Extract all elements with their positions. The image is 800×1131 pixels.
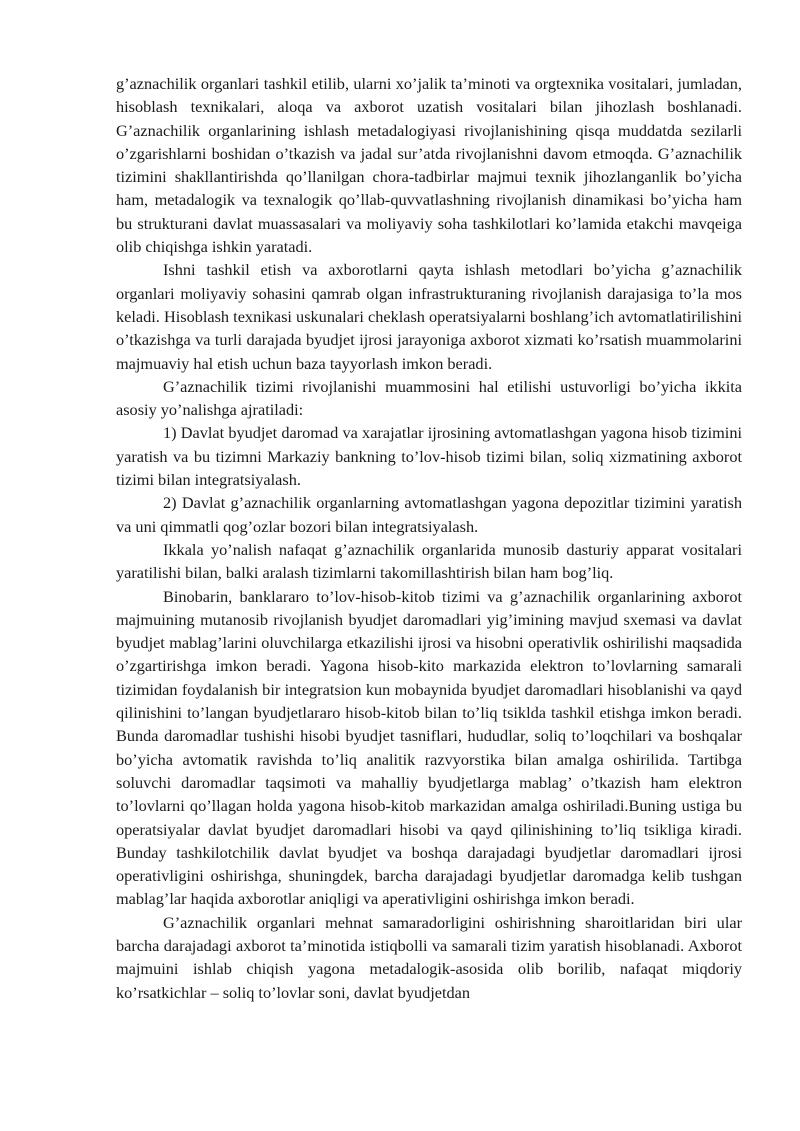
paragraph-7: Binobarin, banklararo to’lov-hisob-kitob tizimi va g’aznachilik organlarining axborot majmuining mutanosib rivojlanish byudjet daromadlari yig’imining mavjud sxemasi va davlat byudjet mablag’larini oluvchilarga etkazilishi ijrosi va hisobni operativlik oshirilishi maqsadida o’zgartirishga imkon beradi. Yagona hisob-kito markazida elektron to’lovlarning samarali tizimidan foydalanish bir integratsion kun mobaynida byudjet daromadlari hisoblanishi va qayd qilinishini to’langan byudjetlararo hisob-kitob bilan to’liq tsiklda tashkil etishga imkon beradi. Bunda daromadlar tushishi hisobi byudjet tasniflari, hududlar, soliq to’loqchilari va boshqalar bo’yicha avtomatik ravishda to’liq analitik razvyorstika bilan amalga oshirilida. Tartibga soluvchi daromadlar taqsimoti va mahalliy byudjetlarga mablag’ o’tkazish ham elektron to’lovlarni qo’llagan holda yagona hisob-kitob markazidan amalga oshiriladi.Buning ustiga bu operatsiyalar davlat byudjet daromadlari hisobi va qayd qilinishining to’liq tsikliga kiradi. Bunday tashkilotchilik davlat byudjet va boshqa darajadagi byudjetlar daromadlari ijrosi operativligini oshirishga, shuningdek, barcha darajadagi byudjetlar daromadga kelib tushgan mablag’lar haqida axborotlar aniqligi va aperativligini oshirishga imkon beradi. bbox=[116, 586, 742, 909]
paragraph-1: g’aznachilik organlari tashkil etilib, ularni xo’jalik ta’minoti va orgtexnika vositalari, jumladan, hisoblash texnikalari, aloqa va axborot uzatish vositalari bilan jihozlash boshlanadi. G’aznachilik organlarining ishlash metadalogiyasi rivojlanishining qisqa muddatda sezilarli o’zgarishlarni boshidan o’tkazish va jadal sur’atda rivojlanishni davom etmoqda. G’aznachilik tizimini shakllantirishda qo’llanilgan chora-tadbirlar majmui texnik jihozlanganlik bo’yicha ham, metadalogik va texnalogik qo’llab-quvvatlashning rivojlanish dinamikasi bo’yicha ham bu strukturani davlat muassasalari va moliyaviy soha tashkilotlari ko’lamida etakchi mavqeiga olib chiqishga ishkin yaratadi. bbox=[116, 74, 742, 257]
paragraph-5-list-item-2: 2) Davlat g’aznachilik organlarning avtomatlashgan yagona depozitlar tizimini yaratish va uni qimmatli qog’ozlar bozori bilan integratsiyalash. bbox=[116, 493, 742, 536]
paragraph-4-list-item-1: 1) Davlat byudjet daromad va xarajatlar ijrosining avtomatlashgan yagona hisob tizimini yaratish va bu tizimni Markaziy bankning to’lov-hisob tizimi bilan, soliq xizmatining axborot tizimi bilan integratsiyalash. bbox=[116, 423, 742, 490]
paragraph-6: Ikkala yo’nalish nafaqat g’aznachilik organlarida munosib dasturiy apparat vositalari yaratilishi bilan, balki aralash tizimlarni takomillashtirish bilan ham bog’liq. bbox=[116, 539, 742, 583]
paragraph-2: Ishni tashkil etish va axborotlarni qayta ishlash metodlari bo’yicha g’aznachilik organlari moliyaviy sohasini qamrab olgan infrastrukturaning rivojlanish darajasiga to’la mos keladi. Hisoblash texnikasi uskunalari cheklash operatsiyalarni boshlang’ich avtomatlatirilishini o’tkazishga va turli darajada byudjet ijrosi jarayoniga axborot xizmati ko’rsatish muammolarini majmuaviy hal etish uchun baza tayyorlash imkon beradi. bbox=[116, 260, 742, 373]
paragraph-8: G’aznachilik organlari mehnat samaradorligini oshirishning sharoitlaridan biri ular barcha darajadagi axborot ta’minotida istiqbolli va samarali tizim yaratish hisoblanadi. Axborot majmuini ishlab chiqish yagona metadalogik-asosida olib borilib, nafaqat miqdoriy ko’rsatkichlar – soliq to’lovlar soni, davlat byudjetdan bbox=[116, 912, 742, 1002]
paragraph-3: G’aznachilik tizimi rivojlanishi muammosini hal etilishi ustuvorligi bo’yicha ikkita asosiy yo’nalishga ajratiladi: bbox=[116, 376, 742, 420]
